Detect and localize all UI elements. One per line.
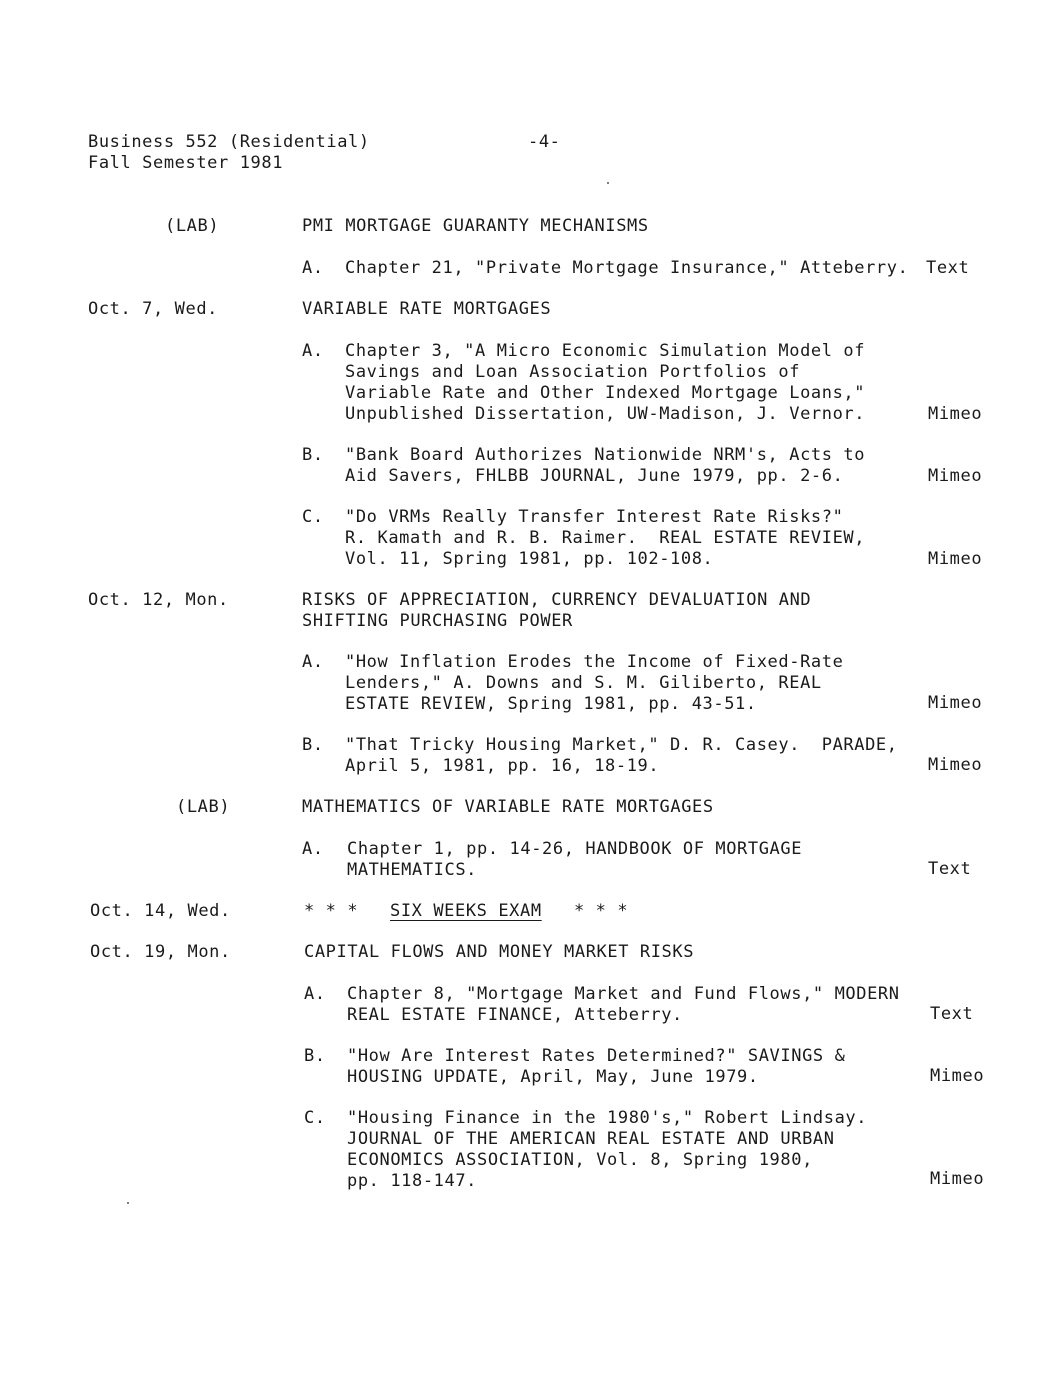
source-type: Mimeo <box>928 549 983 569</box>
source-type: Mimeo <box>928 466 983 486</box>
source-type: Text <box>926 258 970 278</box>
source-type: Text <box>930 1004 974 1024</box>
section-title: CAPITAL FLOWS AND MONEY MARKET RISKS <box>304 942 695 962</box>
page-number: -4- <box>528 132 561 152</box>
item-letter: A. <box>302 652 324 672</box>
exam-stars-right: * * * <box>574 901 629 921</box>
scan-speck <box>607 182 609 184</box>
item-letter: A. <box>304 984 326 1004</box>
section-date: (LAB) <box>176 797 231 817</box>
item-letter: B. <box>304 1046 326 1066</box>
source-type: Mimeo <box>930 1066 985 1086</box>
reading-citation: "Do VRMs Really Transfer Interest Rate Risks?" R. Kamath and R. B. Raimer. REAL ESTATE REVIEW, Vol. 11, Spring 1981, pp. 102-108. <box>345 507 866 569</box>
section-title: RISKS OF APPRECIATION, CURRENCY DEVALUATION AND SHIFTING PURCHASING POWER <box>302 590 812 631</box>
item-letter: B. <box>302 445 324 465</box>
section-date: (LAB) <box>165 216 220 236</box>
section-date: Oct. 7, Wed. <box>88 299 219 319</box>
source-type: Mimeo <box>928 755 983 775</box>
source-type: Text <box>928 859 972 879</box>
reading-citation: "That Tricky Housing Market," D. R. Casey. PARADE, April 5, 1981, pp. 16, 18-19. <box>345 735 898 776</box>
source-type: Mimeo <box>928 404 983 424</box>
section-date: Oct. 14, Wed. <box>90 901 231 921</box>
reading-citation: Chapter 3, "A Micro Economic Simulation Model of Savings and Loan Association Portfolios of Variable Rate and Other Indexed Mortgage Loans," Unpublished Dissertation, UW-Madison, J. Vernor. <box>345 341 866 424</box>
document-header <box>88 132 370 174</box>
item-letter: C. <box>302 507 324 527</box>
section-title: PMI MORTGAGE GUARANTY MECHANISMS <box>302 216 649 236</box>
reading-citation: Chapter 1, pp. 14-26, HANDBOOK OF MORTGAGE MATHEMATICS. <box>347 839 803 880</box>
item-letter: A. <box>302 258 324 278</box>
section-title: VARIABLE RATE MORTGAGES <box>302 299 552 319</box>
item-letter: C. <box>304 1108 326 1128</box>
course-title: Business 552 (Residential) <box>88 132 370 152</box>
reading-citation: Chapter 21, "Private Mortgage Insurance," Atteberry. <box>345 258 909 278</box>
reading-citation: "Housing Finance in the 1980's," Robert Lindsay. JOURNAL OF THE AMERICAN REAL ESTATE AND URBAN ECONOMICS ASSOCIATION, Vol. 8, Spring 1980, pp. 118-147. <box>347 1108 868 1191</box>
semester: Fall Semester 1981 <box>88 153 284 173</box>
item-letter: A. <box>302 341 324 361</box>
reading-citation: "How Are Interest Rates Determined?" SAVINGS & HOUSING UPDATE, April, May, June 1979. <box>347 1046 846 1087</box>
source-type: Mimeo <box>928 693 983 713</box>
reading-citation: "Bank Board Authorizes Nationwide NRM's, Acts to Aid Savers, FHLBB JOURNAL, June 1979, pp. 2-6. <box>345 445 866 486</box>
section-date: Oct. 19, Mon. <box>90 942 231 962</box>
item-letter: A. <box>302 839 324 859</box>
item-letter: B. <box>302 735 324 755</box>
section-date: Oct. 12, Mon. <box>88 590 229 610</box>
section-title: MATHEMATICS OF VARIABLE RATE MORTGAGES <box>302 797 714 817</box>
scan-speck <box>127 1202 129 1204</box>
exam-title: SIX WEEKS EXAM <box>390 901 542 921</box>
reading-citation: Chapter 8, "Mortgage Market and Fund Flows," MODERN REAL ESTATE FINANCE, Atteberry. <box>347 984 900 1025</box>
reading-citation: "How Inflation Erodes the Income of Fixed-Rate Lenders," A. Downs and S. M. Giliberto, REAL ESTATE REVIEW, Spring 1981, pp. 43-51. <box>345 652 844 714</box>
exam-stars-left: * * * <box>304 901 359 921</box>
source-type: Mimeo <box>930 1169 985 1189</box>
